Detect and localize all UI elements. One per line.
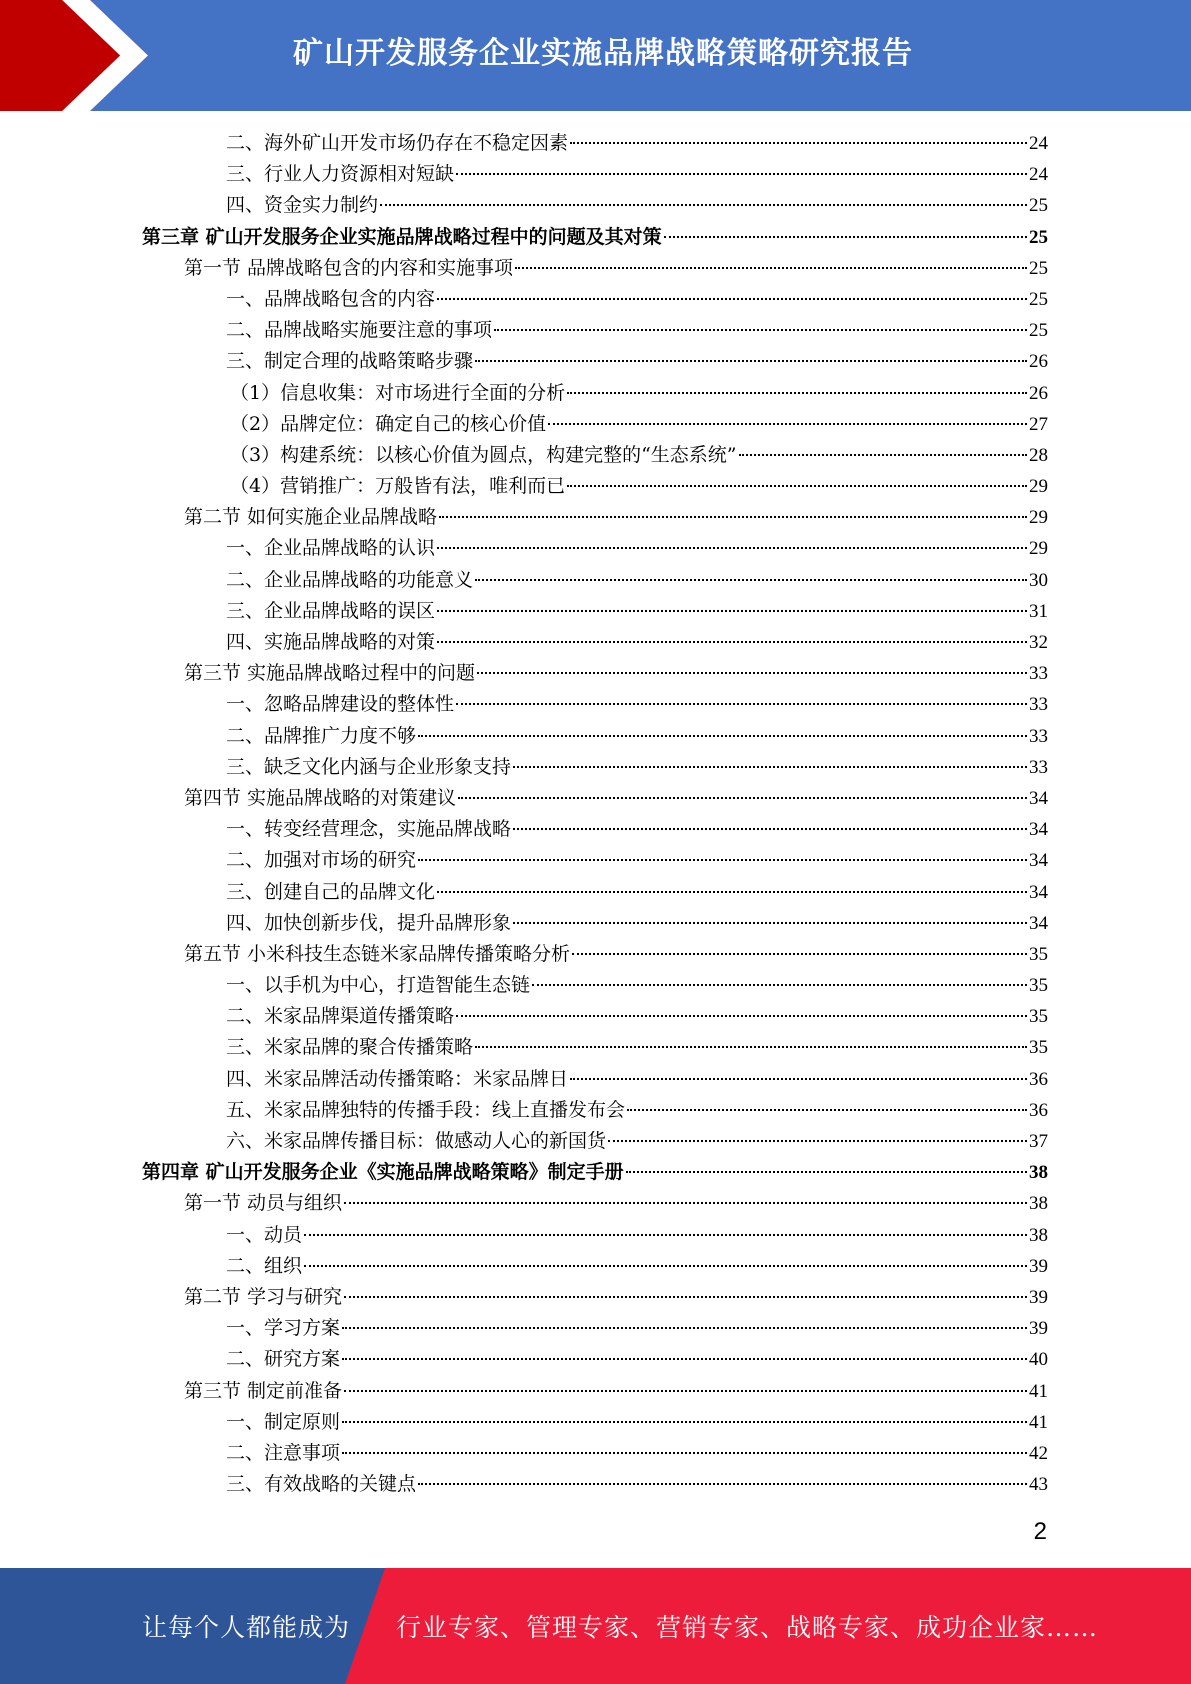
header-band (0, 0, 1191, 111)
toc-dot-leader (418, 735, 1027, 737)
toc-dot-leader (458, 797, 1027, 799)
toc-entry-section[interactable] (142, 1188, 1048, 1219)
toc-entry-page: 42 (1029, 1442, 1048, 1464)
toc-entry-item[interactable] (142, 1095, 1048, 1126)
toc-entry-page: 36 (1029, 1068, 1048, 1090)
toc-entry-title: 二、研究方案 (226, 1348, 341, 1371)
toc-entry-title: 第三节 实施品牌战略过程中的问题 (184, 662, 476, 685)
toc-entry-page: 37 (1029, 1131, 1048, 1152)
toc-entry-title: 二、品牌推广力度不够 (226, 724, 417, 747)
toc-entry-page: 41 (1029, 1380, 1048, 1402)
toc-entry-page: 31 (1029, 600, 1048, 622)
document-title-text: 矿山开发服务企业实施品牌战略策略研究报告 (293, 36, 913, 71)
toc-entry-page: 25 (1029, 195, 1048, 217)
toc-dot-leader (475, 579, 1027, 581)
toc-entry-title: 第二节 学习与研究 (184, 1285, 343, 1308)
toc-entry-title: 二、组织 (226, 1254, 303, 1277)
toc-dot-leader (567, 485, 1027, 487)
toc-dot-leader (344, 1390, 1027, 1392)
toc-entry-page: 38 (1029, 1193, 1048, 1215)
toc-entry-item[interactable] (142, 1251, 1048, 1282)
toc-entry-page: 30 (1029, 569, 1048, 591)
toc-entry-sub[interactable] (142, 471, 1048, 502)
toc-dot-leader (342, 1358, 1027, 1360)
toc-entry-page: 24 (1029, 164, 1048, 186)
toc-entry-page: 34 (1029, 850, 1048, 872)
document-title (155, 0, 1191, 100)
toc-entry-title: 二、品牌战略实施要注意的事项 (226, 319, 493, 342)
toc-entry-item[interactable] (142, 689, 1048, 720)
toc-entry-page: 34 (1029, 881, 1048, 903)
toc-entry-page: 25 (1029, 257, 1048, 279)
toc-entry-item[interactable] (142, 908, 1048, 939)
toc-entry-item[interactable] (142, 970, 1048, 1001)
toc-entry-item[interactable] (142, 1064, 1048, 1095)
toc-entry-title: （4）营销推广：万般皆有法，唯利而已 (230, 475, 566, 498)
toc-entry-title: 一、动员 (226, 1223, 303, 1246)
table-of-contents (142, 128, 1048, 1500)
toc-entry-title: 一、转变经营理念，实施品牌战略 (226, 818, 512, 841)
toc-entry-title: 三、企业品牌战略的误区 (226, 599, 436, 622)
toc-entry-page: 40 (1029, 1349, 1048, 1371)
toc-dot-leader (418, 859, 1027, 861)
toc-entry-title: 一、企业品牌战略的认识 (226, 537, 436, 560)
toc-entry-item[interactable] (142, 190, 1048, 221)
toc-entry-title: 第三章 矿山开发服务企业实施品牌战略过程中的问题及其对策 (142, 225, 662, 248)
toc-entry-page: 35 (1029, 1006, 1048, 1028)
toc-dot-leader (532, 984, 1027, 986)
toc-entry-item[interactable] (142, 1001, 1048, 1032)
toc-dot-leader (437, 298, 1027, 300)
toc-entry-page: 32 (1029, 632, 1048, 653)
toc-entry-page: 26 (1029, 351, 1048, 373)
toc-entry-page: 34 (1029, 787, 1048, 809)
toc-dot-leader (342, 1421, 1027, 1423)
toc-dot-leader (475, 1046, 1027, 1048)
toc-entry-item[interactable] (142, 627, 1048, 658)
toc-entry-title: 四、实施品牌战略的对策 (226, 631, 436, 653)
toc-entry-title: 四、米家品牌活动传播策略：米家品牌日 (226, 1067, 569, 1090)
toc-dot-leader (342, 1452, 1027, 1454)
toc-entry-page: 27 (1029, 413, 1048, 435)
toc-entry-page: 29 (1029, 538, 1048, 560)
toc-entry-section[interactable] (142, 658, 1048, 689)
toc-dot-leader (515, 267, 1027, 269)
toc-dot-leader (477, 672, 1027, 674)
toc-entry-page: 38 (1029, 1162, 1048, 1184)
toc-entry-item[interactable] (142, 159, 1048, 190)
toc-dot-leader (437, 547, 1027, 549)
toc-entry-item[interactable] (142, 284, 1048, 315)
toc-entry-page: 24 (1029, 133, 1048, 154)
toc-entry-page: 35 (1029, 975, 1048, 997)
toc-entry-page: 36 (1029, 1099, 1048, 1121)
toc-entry-title: 一、以手机为中心，打造智能生态链 (226, 974, 531, 997)
toc-entry-title: 第一节 品牌战略包含的内容和实施事项 (184, 256, 514, 279)
toc-entry-page: 34 (1029, 819, 1048, 841)
toc-entry-section[interactable] (142, 1376, 1048, 1407)
toc-dot-leader (418, 1483, 1027, 1485)
toc-dot-leader (439, 516, 1027, 518)
toc-entry-title: 五、米家品牌独特的传播手段：线上直播发布会 (226, 1098, 626, 1121)
toc-entry-item[interactable] (142, 1438, 1048, 1469)
toc-dot-leader (304, 1265, 1027, 1267)
toc-entry-page: 39 (1029, 1255, 1048, 1277)
toc-entry-page: 43 (1029, 1474, 1048, 1496)
toc-entry-title: 第五节 小米科技生态链米家品牌传播策略分析 (184, 942, 571, 965)
toc-entry-page: 33 (1029, 694, 1048, 716)
toc-entry-item[interactable] (142, 565, 1048, 596)
toc-entry-title: 三、有效战略的关键点 (226, 1473, 417, 1496)
toc-entry-page: 33 (1029, 756, 1048, 778)
toc-dot-leader (513, 922, 1027, 924)
toc-entry-title: 第二节 如何实施企业品牌战略 (184, 506, 438, 529)
toc-entry-page: 41 (1029, 1411, 1048, 1433)
toc-dot-leader (456, 173, 1027, 175)
toc-dot-leader (344, 1296, 1027, 1298)
toc-entry-item[interactable] (142, 845, 1048, 876)
toc-dot-leader (627, 1109, 1027, 1111)
toc-entry-title: 第一节 动员与组织 (184, 1192, 343, 1215)
toc-entry-title: 二、米家品牌渠道传播策略 (226, 1005, 455, 1028)
toc-entry-item[interactable] (142, 1032, 1048, 1063)
toc-entry-page: 35 (1029, 1037, 1048, 1059)
toc-entry-item[interactable] (142, 877, 1048, 908)
toc-entry-page: 25 (1029, 288, 1048, 310)
toc-entry-item[interactable] (142, 1469, 1048, 1500)
toc-dot-leader (304, 1234, 1027, 1236)
toc-entry-title: 第四章 矿山开发服务企业《实施品牌战略策略》制定手册 (142, 1161, 624, 1184)
toc-dot-leader (513, 828, 1027, 830)
footer-slogan-left: 让每个人都能成为 (142, 1613, 351, 1642)
toc-dot-leader (456, 703, 1027, 705)
toc-entry-sub[interactable] (142, 409, 1048, 440)
toc-entry-sub[interactable] (142, 440, 1048, 471)
toc-entry-title: 一、制定原则 (226, 1410, 341, 1433)
toc-entry-item[interactable] (142, 346, 1048, 377)
toc-dot-leader (437, 641, 1027, 643)
toc-entry-page: 39 (1029, 1318, 1048, 1340)
toc-entry-item[interactable] (142, 128, 1048, 159)
toc-dot-leader (344, 1202, 1027, 1204)
toc-entry-page: 39 (1029, 1286, 1048, 1308)
toc-dot-leader (570, 142, 1027, 144)
toc-entry-item[interactable] (142, 315, 1048, 346)
toc-entry-item[interactable] (142, 814, 1048, 845)
toc-dot-leader (380, 204, 1027, 206)
toc-dot-leader (437, 891, 1027, 893)
toc-entry-item[interactable] (142, 1220, 1048, 1251)
toc-dot-leader (608, 1140, 1027, 1142)
toc-dot-leader (456, 1015, 1027, 1017)
toc-entry-title: （2）品牌定位：确定自己的核心价值 (230, 412, 547, 435)
toc-entry-chapter[interactable] (142, 222, 1048, 253)
toc-dot-leader (572, 953, 1027, 955)
toc-dot-leader (626, 1171, 1027, 1173)
toc-entry-title: 三、行业人力资源相对短缺 (226, 163, 455, 186)
toc-entry-title: 一、忽略品牌建设的整体性 (226, 693, 455, 716)
toc-entry-title: 二、注意事项 (226, 1441, 341, 1464)
toc-dot-leader (513, 766, 1027, 768)
toc-entry-item[interactable] (142, 1407, 1048, 1438)
toc-entry-title: （1）信息收集：对市场进行全面的分析 (230, 381, 566, 404)
toc-dot-leader (437, 610, 1027, 612)
toc-entry-page: 38 (1029, 1224, 1048, 1246)
toc-entry-page: 34 (1029, 912, 1048, 934)
footer-band (0, 1568, 1191, 1684)
toc-entry-page: 33 (1029, 725, 1048, 747)
toc-entry-item[interactable] (142, 596, 1048, 627)
toc-entry-title: 四、资金实力制约 (226, 194, 379, 217)
toc-entry-title: 一、品牌战略包含的内容 (226, 287, 436, 310)
toc-entry-section[interactable] (142, 783, 1048, 814)
toc-dot-leader (664, 236, 1027, 238)
toc-dot-leader (342, 1327, 1027, 1329)
toc-entry-item[interactable] (142, 533, 1048, 564)
toc-dot-leader (494, 329, 1027, 331)
toc-entry-page: 28 (1029, 444, 1048, 466)
toc-dot-leader (739, 454, 1027, 456)
toc-entry-title: 四、加快创新步伐，提升品牌形象 (226, 911, 512, 934)
toc-entry-page: 25 (1029, 226, 1048, 248)
toc-entry-title: （3）构建系统：以核心价值为圆点，构建完整的“生态系统” (230, 443, 737, 466)
toc-dot-leader (567, 392, 1027, 394)
toc-entry-item[interactable] (142, 1313, 1048, 1344)
toc-entry-title: 第四节 实施品牌战略的对策建议 (184, 786, 457, 809)
toc-entry-title: 第三节 制定前准备 (184, 1379, 343, 1402)
toc-entry-title: 二、加强对市场的研究 (226, 849, 417, 872)
toc-entry-item[interactable] (142, 752, 1048, 783)
toc-entry-title: 二、海外矿山开发市场仍存在不稳定因素 (226, 132, 569, 154)
toc-entry-title: 二、企业品牌战略的功能意义 (226, 568, 474, 591)
toc-entry-item[interactable] (142, 1126, 1048, 1157)
toc-entry-title: 一、学习方案 (226, 1317, 341, 1340)
toc-entry-chapter[interactable] (142, 1157, 1048, 1188)
toc-entry-item[interactable] (142, 1344, 1048, 1375)
toc-entry-title: 三、创建自己的品牌文化 (226, 880, 436, 903)
toc-entry-title: 三、米家品牌的聚合传播策略 (226, 1036, 474, 1059)
toc-entry-page: 25 (1029, 320, 1048, 342)
toc-entry-page: 29 (1029, 476, 1048, 498)
toc-entry-page: 33 (1029, 663, 1048, 685)
header-arrow-icon (0, 0, 155, 111)
toc-entry-section[interactable] (142, 253, 1048, 284)
toc-entry-section[interactable] (142, 1282, 1048, 1313)
toc-entry-title: 六、米家品牌传播目标：做感动人心的新国货 (226, 1130, 607, 1152)
toc-entry-page: 26 (1029, 382, 1048, 404)
toc-entry-section[interactable] (142, 502, 1048, 533)
page-number: 2 (1033, 1518, 1047, 1545)
footer-slogan-right: 行业专家、管理专家、营销专家、战略专家、成功企业家…… (396, 1613, 1099, 1642)
toc-entry-title: 三、缺乏文化内涵与企业形象支持 (226, 755, 512, 778)
toc-entry-item[interactable] (142, 721, 1048, 752)
toc-dot-leader (475, 360, 1027, 362)
toc-dot-leader (548, 423, 1027, 425)
toc-entry-page: 35 (1029, 943, 1048, 965)
toc-entry-section[interactable] (142, 939, 1048, 970)
toc-dot-leader (570, 1078, 1027, 1080)
toc-entry-title: 三、制定合理的战略策略步骤 (226, 350, 474, 373)
toc-entry-sub[interactable] (142, 378, 1048, 409)
toc-entry-page: 29 (1029, 507, 1048, 529)
